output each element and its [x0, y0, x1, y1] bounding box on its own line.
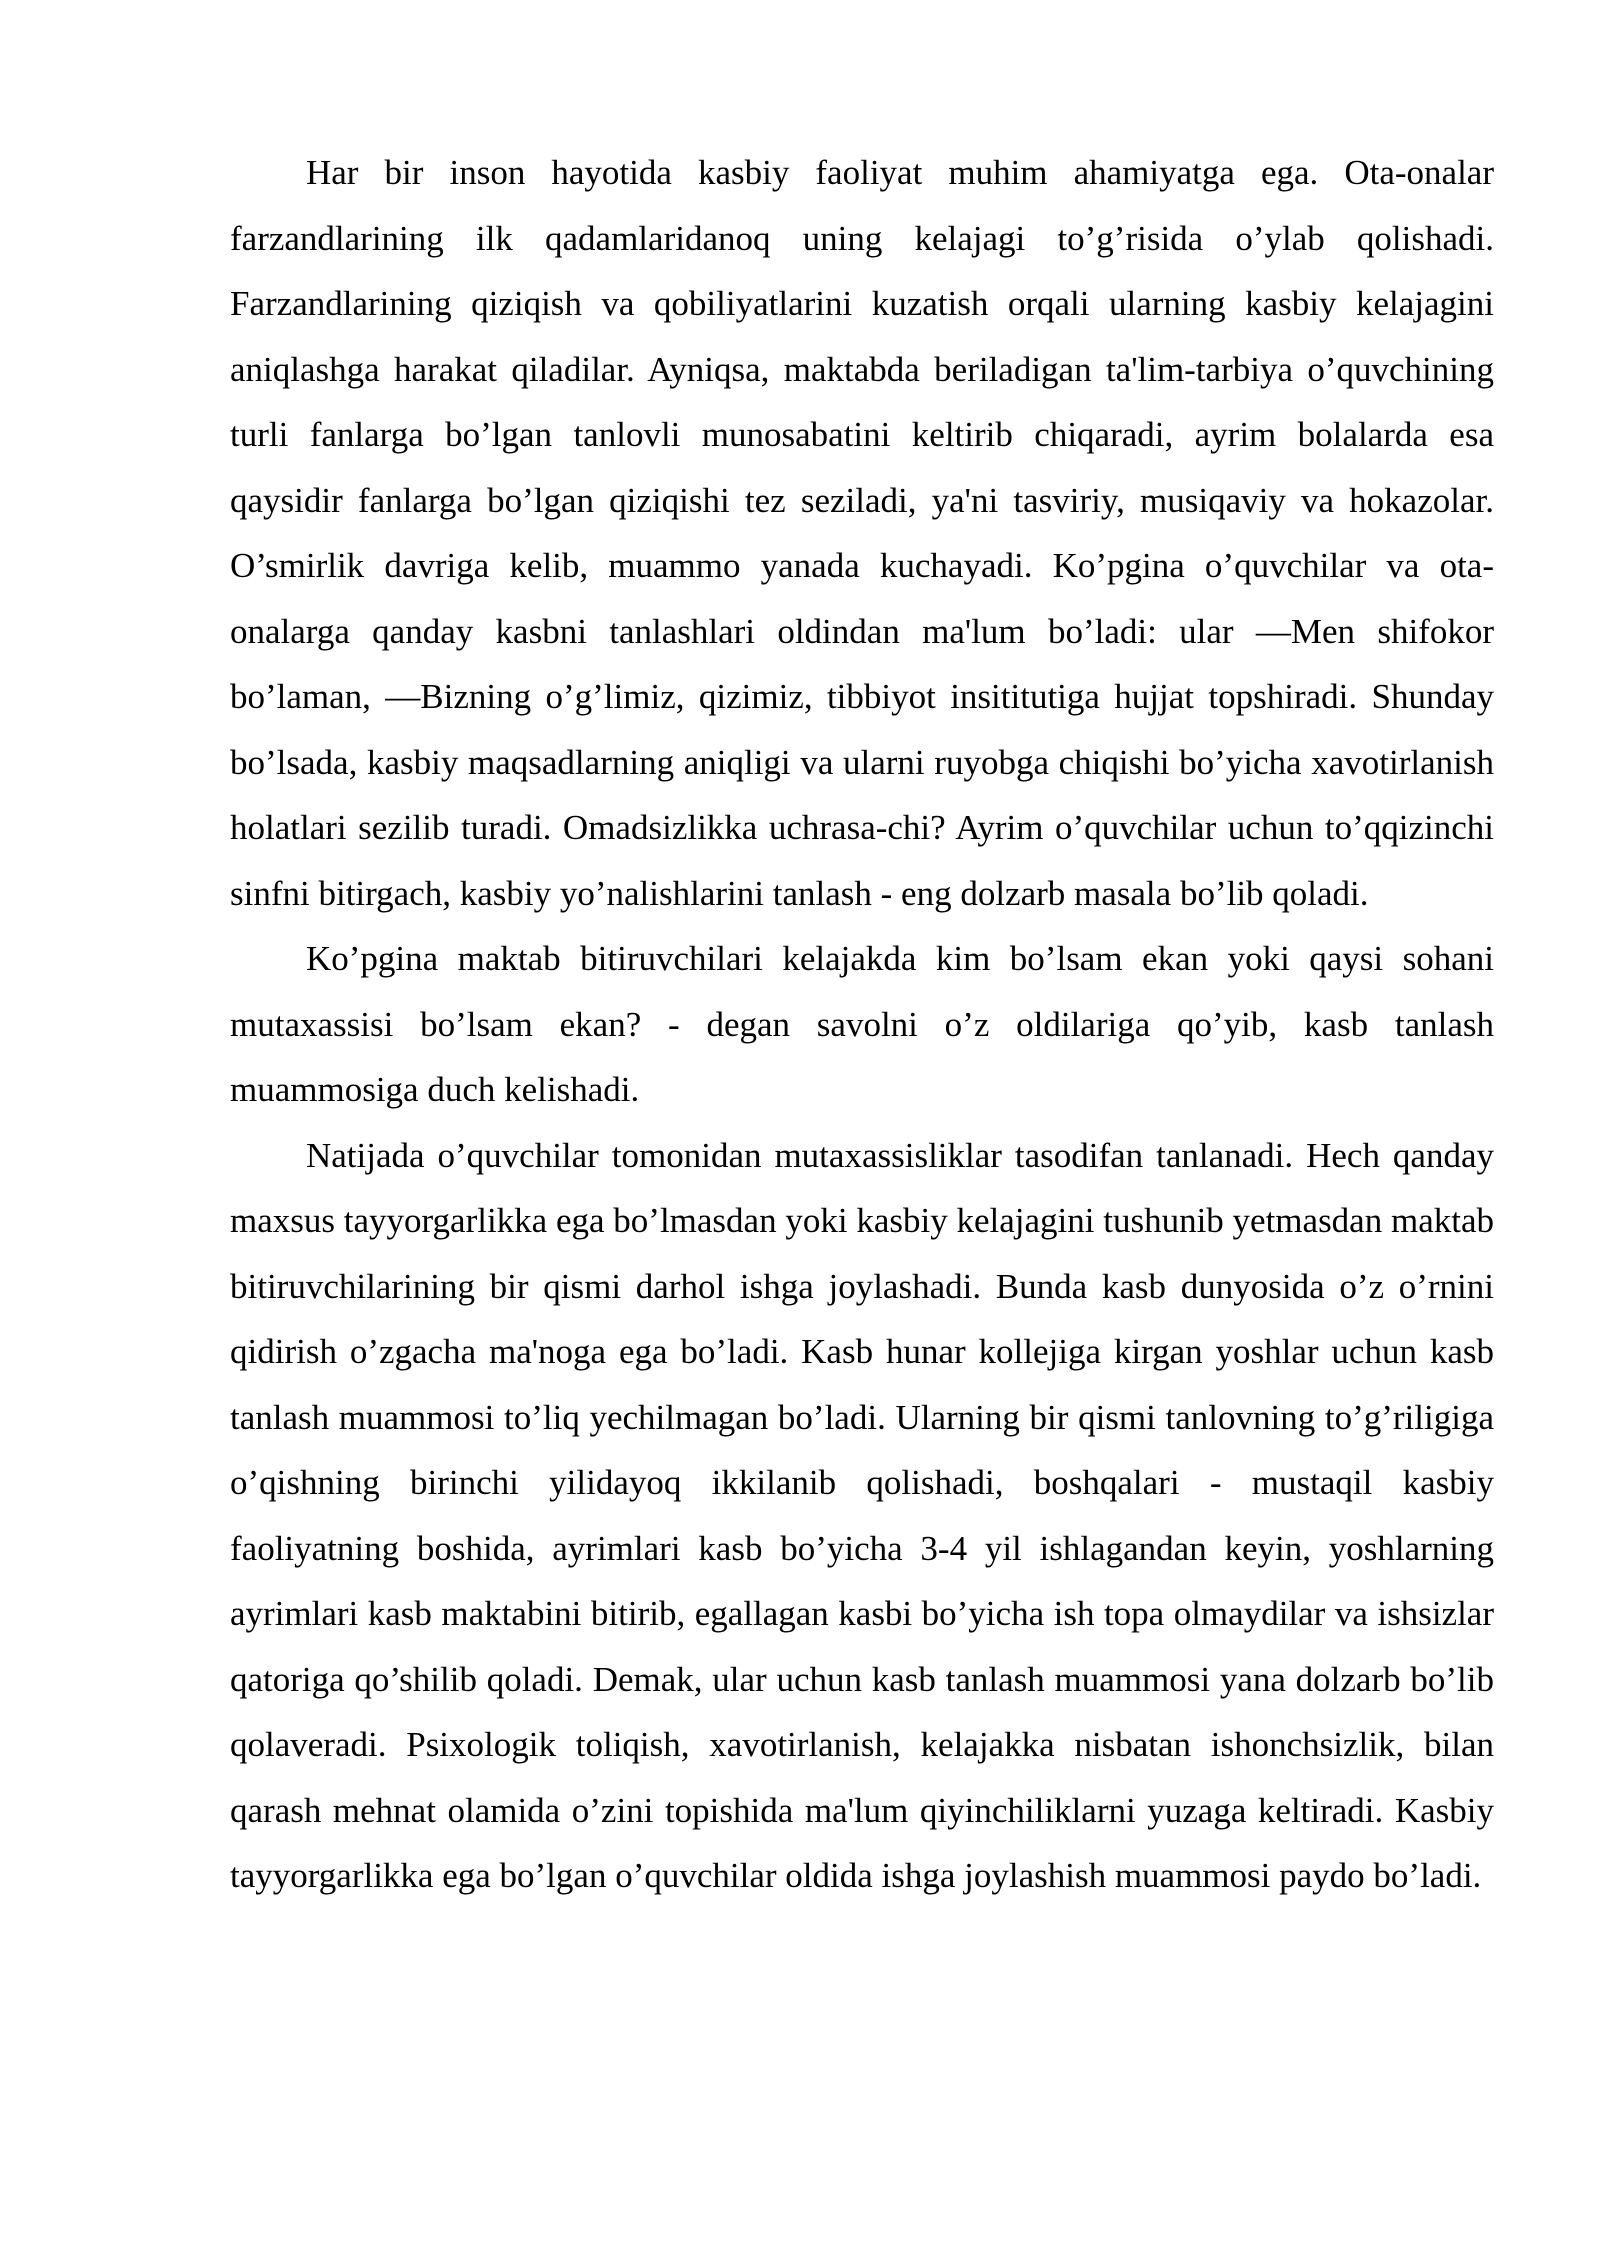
paragraph-1: Har bir inson hayotida kasbiy faoliyat muhim ahamiyatga ega. Ota-onalar farzandlarining ilk qadamlaridanoq uning kelajagi to’g’risida o’ylab qolishadi. Farzandlarining qiziqish va qobiliyatlarini kuzatish orqali ularning kasbiy kelajagini aniqlashga harakat qiladilar. Ayniqsa, maktabda beriladigan ta'lim-tarbiya o’quvchining turli fanlarga bo’lgan tanlovli munosabatini keltirib chiqaradi, ayrim bolalarda esa qaysidir fanlarga bo’lgan qiziqishi tez seziladi, ya'ni tasviriy, musiqaviy va hokazolar. O’smirlik davriga kelib, muammo yanada kuchayadi. Ko’pgina o’quvchilar va ota-onalarga qanday kasbni tanlashlari oldindan ma'lum bo’ladi: ular ―Men shifokor bo’laman, ―Bizning o’g’limiz, qizimiz, tibbiyot insititutiga hujjat topshiradi. Shunday bo’lsada, kasbiy maqsadlarning aniqligi va ularni ruyobga chiqishi bo’yicha xavotirlanish holatlari sezilib turadi. Omadsizlikka uchrasa-chi? Ayrim o’quvchilar uchun to’qqizinchi sinfni bitirgach, kasbiy yo’nalishlarini tanlash - eng dolzarb masala bo’lib qoladi. [230, 153, 1494, 913]
paragraph-2: Ko’pgina maktab bitiruvchilari kelajakda kim bo’lsam ekan yoki qaysi sohani mutaxassisi bo’lsam ekan? - degan savolni o’z oldilariga qo’yib, kasb tanlash muammosiga duch kelishadi. [230, 939, 1494, 1109]
paragraph-3: Natijada o’quvchilar tomonidan mutaxassisliklar tasodifan tanlanadi. Hech qanday maxsus tayyorgarlikka ega bo’lmasdan yoki kasbiy kelajagini tushunib yetmasdan maktab bitiruvchilarining bir qismi darhol ishga joylashadi. Bunda kasb dunyosida o’z o’rnini qidirish o’zgacha ma'noga ega bo’ladi. Kasb hunar kollejiga kirgan yoshlar uchun kasb tanlash muammosi to’liq yechilmagan bo’ladi. Ularning bir qismi tanlovning to’g’riligiga o’qishning birinchi yilidayoq ikkilanib qolishadi, boshqalari - mustaqil kasbiy faoliyatning boshida, ayrimlari kasb bo’yicha 3-4 yil ishlagandan keyin, yoshlarning ayrimlari kasb maktabini bitirib, egallagan kasbi bo’yicha ish topa olmaydilar va ishsizlar qatoriga qo’shilib qoladi. Demak, ular uchun kasb tanlash muammosi yana dolzarb bo’lib qolaveradi. Psixologik toliqish, xavotirlanish, kelajakka nisbatan ishonchsizlik, bilan qarash mehnat olamida o’zini topishida ma'lum qiyinchiliklarni yuzaga keltiradi. Kasbiy tayyorgarlikka ega bo’lgan o’quvchilar oldida ishga joylashish muammosi paydo bo’ladi. [230, 1135, 1494, 1895]
document-page [230, 140, 1494, 1909]
